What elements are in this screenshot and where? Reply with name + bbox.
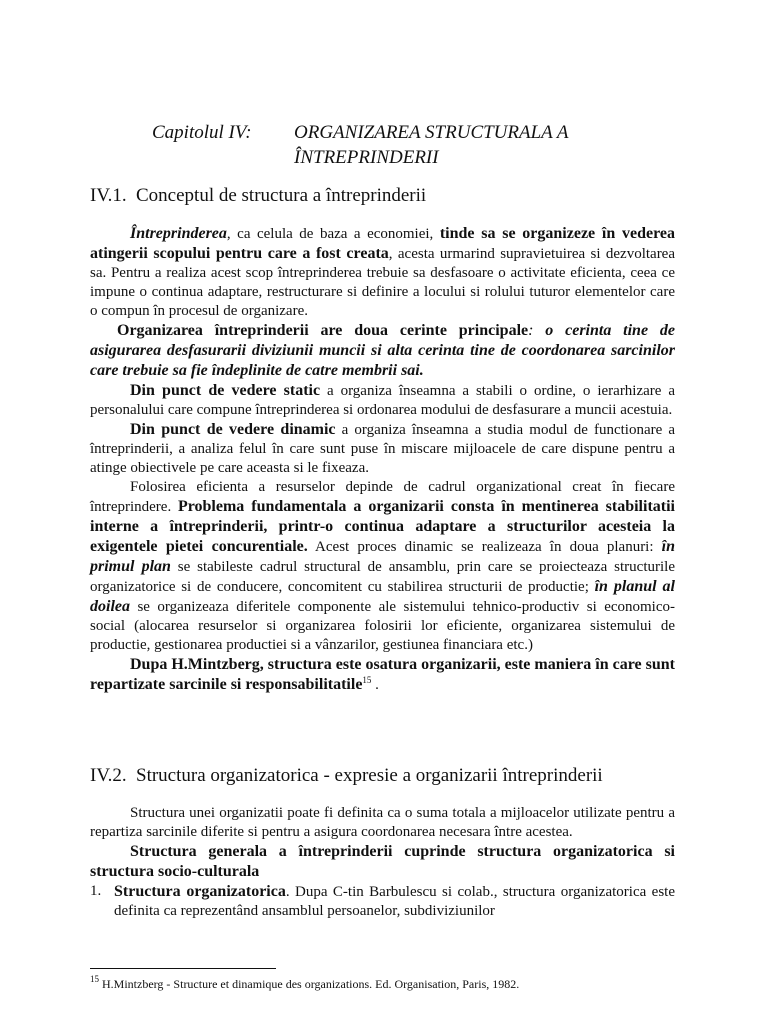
bold-text: Din punct de vedere dinamic	[130, 421, 336, 438]
bold-text: Din punct de vedere static	[130, 382, 321, 399]
paragraph	[90, 842, 675, 882]
text: se organizeaza diferitele componente ale sistemului tehnico-productiv si economico-social (alocarea resurselor si organizarea folosirii lor eficiente, organizarea sistemului de productie, gestionarea productiei si a vânzarilor, gestiunea financiara etc.)	[90, 599, 675, 653]
text: . Dupa C-tin Barbulescu si colab., structura organizatorica este definita ca reprezentând ansamblul persoanelor, subdiviziunilor	[114, 884, 675, 919]
paragraph	[90, 321, 675, 381]
paragraph	[90, 381, 675, 420]
section-2-title: Structura organizatorica - expresie a organizarii întreprinderii	[136, 765, 603, 786]
section-2-body	[90, 804, 675, 921]
bold-text: Organizarea întreprinderii are doua cerinte principale	[117, 322, 529, 339]
emphasis-text: în planul al doilea	[90, 578, 675, 615]
section-1-heading	[90, 184, 426, 208]
text: , ca celula de baza a economiei,	[226, 226, 440, 242]
footnote-ref: 15	[362, 675, 372, 685]
text: Acest proces dinamic se realizeaza în doua planuri:	[307, 539, 662, 555]
footnote-separator	[90, 968, 276, 969]
text: , acesta urmarind supravietuirea si dezvoltarea sa. Pentru a realiza acest scop întreprinderea trebuie sa desfasoare o activitate eficienta, ceea ce impune o continua adaptare, restructurare si definire a locului si rolului tuturor elementelor care o compun în procesul de organizare.	[90, 246, 676, 319]
emphasis-text: în primul plan	[90, 538, 675, 575]
paragraph	[90, 420, 675, 478]
paragraph	[90, 478, 675, 655]
bold-text: Problema fundamentala a organizarii consta în mentinerea stabilitatii interne a întreprinderii, printr-o continua adaptare a structurilor acesteia la exigentele pietei concurentiale.	[90, 498, 675, 555]
list-item	[90, 882, 675, 921]
paragraph	[90, 655, 675, 695]
footnote-number: 15	[90, 974, 99, 984]
section-1-body	[90, 224, 675, 695]
text: se stabileste cadrul structural de ansamblu, prin care se proiecteaza structurile organizatorice si de conducere, concomitent cu stabilirea structurii de productie;	[90, 559, 675, 595]
footnote	[90, 976, 519, 992]
section-2-heading	[90, 764, 603, 788]
chapter-title: ORGANIZAREA STRUCTURALA A ÎNTREPRINDERII	[294, 122, 569, 168]
paragraph	[90, 224, 675, 321]
bold-text: Structura generala a întreprinderii cuprinde structura organizatorica si structura socio-culturala	[90, 843, 675, 880]
paragraph: Structura unei organizatii poate fi definita ca o suma totala a mijloacelor utilizate pentru a repartiza sarcinile diferite si pentru a asigura coordonarea necesara între acestea.	[90, 805, 675, 840]
text: a organiza înseamna a stabili o ordine, o ierarhizare a personalului care compune întreprinderea si ordonarea modului de desfasurare a muncii acestuia.	[90, 383, 676, 418]
text: a organiza înseamna a studia modul de functionare a întreprinderii, a analiza felul în care sunt puse în miscare mijloacele de care dispune pentru a atinge obiectivele pe care aceasta si le fixeaza.	[90, 422, 676, 476]
text: :	[528, 322, 534, 339]
section-1-title: Conceptul de structura a întreprinderii	[136, 185, 427, 206]
bold-text: tinde sa se organizeze în vederea atingerii scopului pentru care a fost creata	[90, 225, 676, 262]
bold-text: Structura organizatorica	[114, 883, 286, 900]
text: Folosirea eficienta a resurselor depinde de cadrul organizational creat în fiecare întreprindere.	[90, 479, 675, 515]
section-2-number: IV.2.	[90, 765, 127, 786]
section-1-number: IV.1.	[90, 185, 127, 206]
bold-text: Dupa H.Mintzberg, structura este osatura organizarii, este maniera în care sunt repartizate sarcinile si responsabilitatile	[90, 656, 675, 693]
emphasis-text: Întreprinderea	[130, 225, 227, 242]
footnote-text: H.Mintzberg - Structure et dinamique des organizations. Ed. Organisation, Paris, 1982.	[99, 977, 520, 991]
chapter-label: Capitolul IV:	[152, 122, 252, 143]
text: .	[371, 677, 379, 693]
emphasis-text: o cerinta tine de asigurarea desfasurarii diviziunii muncii si alta cerinta tine de coordonarea sarcinilor care trebuie sa fie îndeplinite de catre membrii sai.	[90, 322, 675, 379]
list-number: 1.	[90, 883, 102, 899]
